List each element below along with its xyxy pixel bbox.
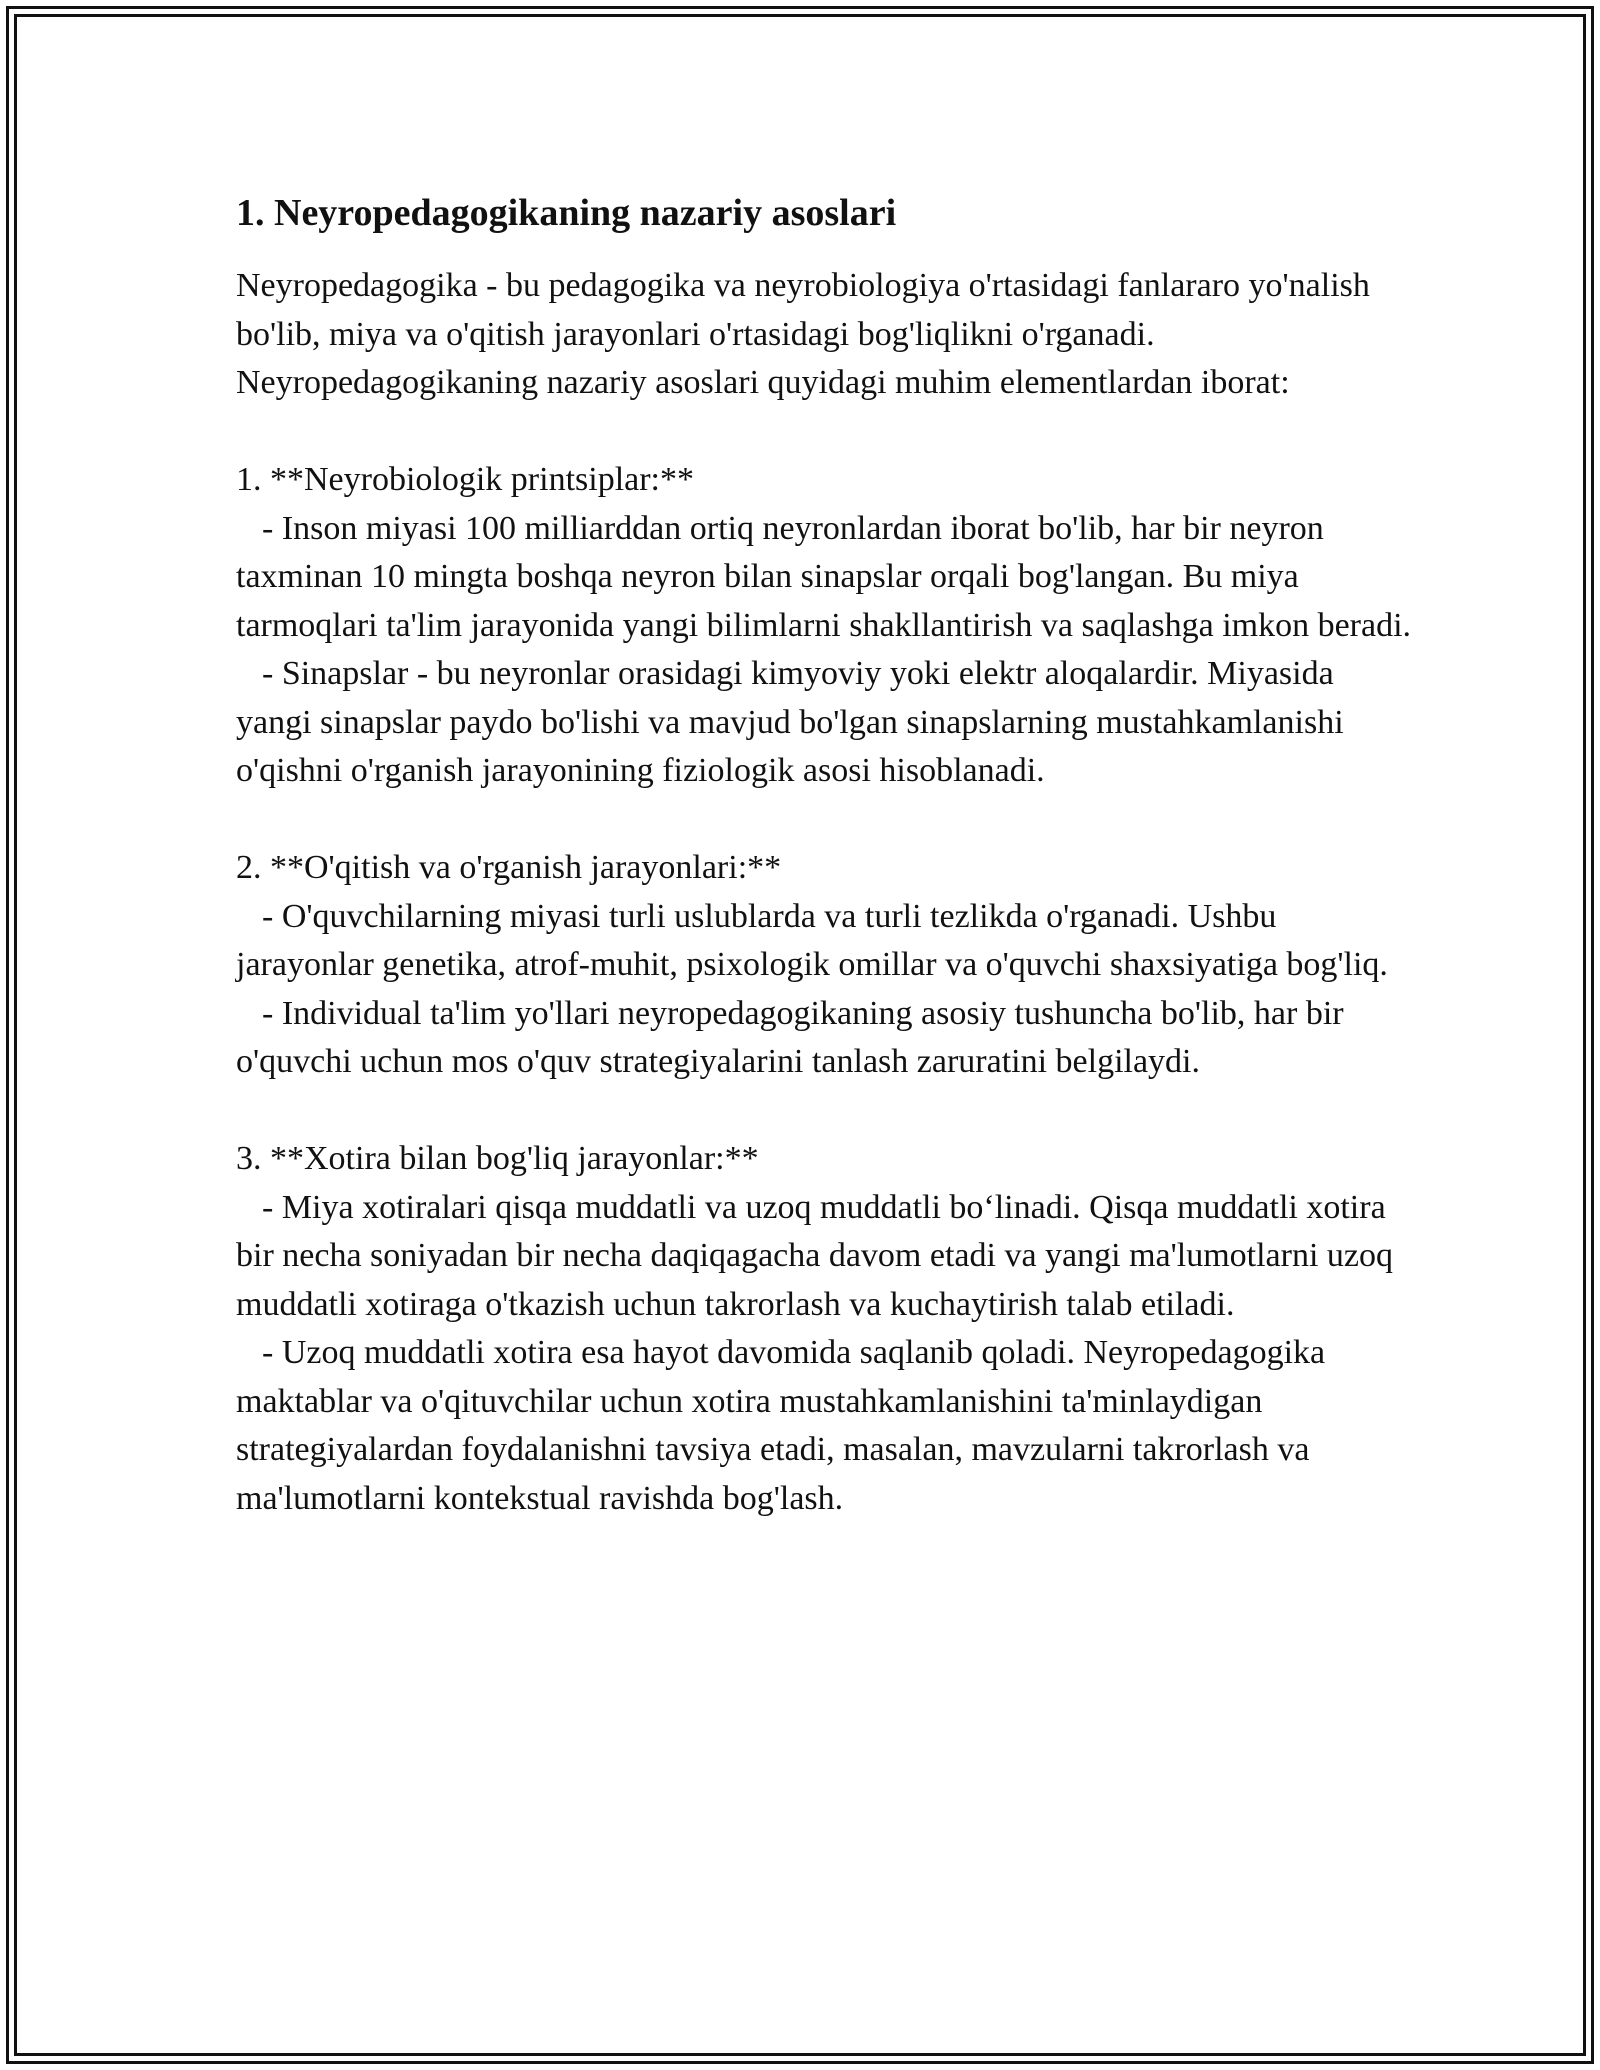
document-body — [236, 188, 1416, 1523]
section-learning-processes — [236, 844, 1416, 1087]
section-title: 1. **Neyrobiologik printsiplar:** — [236, 461, 695, 498]
bullet-item: - Uzoq muddatli xotira esa hayot davomida saqlanib qoladi. Neyropedagogika maktablar va o'qituvchilar uchun xotira mustahkamlanishini ta'minlaydigan strategiyalardan foydalanishni tavsiya etadi, masalan, mavzularni takrorlash va ma'lumotlarni kontekstual ravishda bog'lash. — [236, 1334, 1326, 1517]
page-title: 1. Neyropedagogikaning nazariy asoslari — [236, 192, 897, 234]
intro-paragraph: Neyropedagogika - bu pedagogika va neyrobiologiya o'rtasidagi fanlararo yo'nalish bo'lib, miya va o'qitish jarayonlari o'rtasidagi bog'liqlikni o'rganadi. Neyropedagogikaning nazariy asoslari quyidagi muhim elementlardan iborat: — [236, 267, 1370, 401]
section-title: 3. **Xotira bilan bog'liq jarayonlar:** — [236, 1140, 759, 1177]
bullet-item: - Individual ta'lim yo'llari neyropedagogikaning asosiy tushuncha bo'lib, har bir o'quvchi uchun mos o'quv strategiyalarini tanlash zaruratini belgilaydi. — [236, 994, 1344, 1080]
spacer — [236, 796, 1416, 845]
section-title: 2. **O'qitish va o'rganish jarayonlari:** — [236, 849, 782, 886]
spacer — [236, 408, 1416, 457]
section-memory-processes — [236, 1135, 1416, 1523]
bullet-item: - O'quvchilarning miyasi turli uslublarda va turli tezlikda o'rganadi. Ushbu jarayonlar genetika, atrof-muhit, psixologik omillar va o'quvchi shaxsiyatiga bog'liq. — [236, 897, 1388, 983]
section-neurobiology — [236, 456, 1416, 796]
bullet-item: - Miya xotiralari qisqa muddatli va uzoq muddatli bo‘linadi. Qisqa muddatli xotira bir necha soniyadan bir necha daqiqagacha davom etadi va yangi ma'lumotlarni uzoq muddatli xotiraga o'tkazish uchun takrorlash va kuchaytirish talab etiladi. — [236, 1188, 1393, 1323]
spacer — [236, 1087, 1416, 1136]
bullet-item: - Sinapslar - bu neyronlar orasidagi kimyoviy yoki elektr aloqalardir. Miyasida yangi sinapslar paydo bo'lishi va mavjud bo'lgan sinapslarning mustahkamlanishi o'qishni o'rganish jarayonining fiziologik asosi hisoblanadi. — [236, 655, 1344, 789]
bullet-item: - Inson miyasi 100 milliarddan ortiq neyronlardan iborat bo'lib, har bir neyron taxminan 10 mingta boshqa neyron bilan sinapslar orqali bog'langan. Bu miya tarmoqlari ta'lim jarayonida yangi bilimlarni shakllantirish va saqlashga imkon beradi. — [236, 509, 1412, 644]
